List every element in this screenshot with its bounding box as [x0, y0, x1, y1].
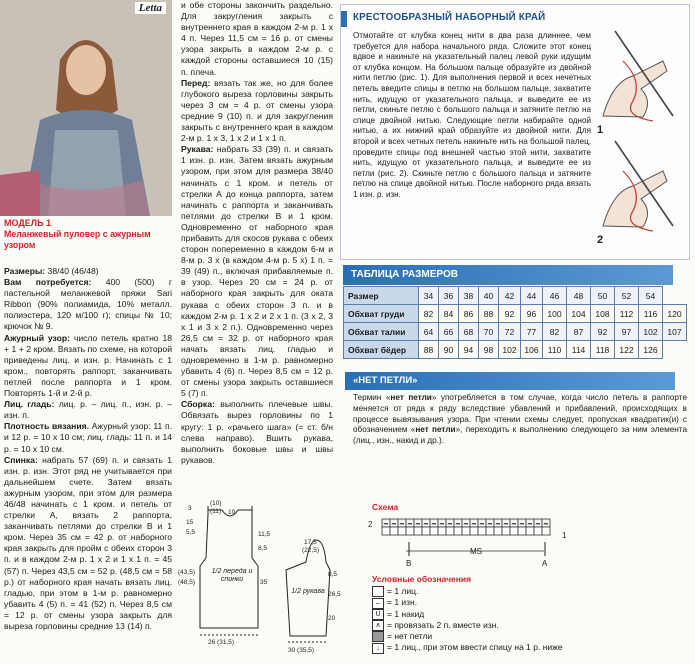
no-loop-title: «НЕТ ПЕТЛИ» — [345, 372, 675, 390]
hand-fig1 — [603, 61, 667, 117]
knit-below-symbol-icon: ↓ — [372, 643, 384, 654]
chart-cell-symbol: – — [408, 521, 412, 528]
dim-neck-depth: 3 — [188, 505, 192, 512]
chart-cell — [462, 527, 470, 535]
size-table-title: ТАБЛИЦА РАЗМЕРОВ — [343, 265, 673, 285]
dim-26-5: 26,5 — [328, 591, 341, 598]
para-lace-pattern: Ажурный узор: число петель кратно 18 + 1 + 2 кром. Вязать по схеме, на которой приведены лиц. и изн. р. Начинать с 1 кром., повторять раппорт, заканчивать петлей после раппорта и 1 кром. Повторять 1-й и 2-й р. — [4, 332, 173, 399]
model-subtitle: Меланжевый пуловер с ажурным узором — [4, 229, 151, 250]
dim-17-5: 17,5 — [304, 539, 317, 546]
chart-cell — [414, 527, 422, 535]
para-stockinette: Лиц. гладь: лиц. р. – лиц. п., изн. р. – изн. п. — [4, 399, 172, 421]
table-row: Обхват груди 82 84 86 88 92 96 100 104 108 112 116 120 — [344, 305, 687, 323]
middle-text-column — [181, 0, 333, 466]
chart-cell — [494, 527, 502, 535]
chart-cell — [406, 527, 414, 535]
legend-item-no-stitch: = нет петли — [372, 631, 622, 642]
arrow-a-label: A — [542, 559, 548, 568]
chart-cell — [534, 527, 542, 535]
no-loop-text: Термин «нет петли» употребляется в том случае, когда число петель в раппорте меняется от ряда к ряду вследствие убавлений и прибавлений, происходящих в процессе вывязывания узора. При чтении схемы следует, пропуская квадратик(и) с обозначением «нет петли», переходить к выполнению следующего за ним элемента (лиц., изн., накид и др.). — [353, 393, 688, 446]
chart-cell — [382, 527, 390, 535]
model-photo-image — [0, 0, 172, 216]
dim-26-31: 26 (31,5) — [208, 639, 235, 646]
dim-neck-w1: (10) — [210, 500, 222, 507]
chart-cell-symbol: – — [448, 521, 452, 528]
caston-illustrations — [593, 21, 685, 253]
chart-cell-symbol: – — [472, 521, 476, 528]
chart-cell-symbol: – — [480, 521, 484, 528]
cross-caston-panel — [340, 4, 690, 260]
chart-cell-symbol: – — [496, 521, 500, 528]
dim-11-5: 11,5 — [258, 531, 271, 538]
legend-title: Условные обозначения — [372, 574, 472, 584]
chart-cell-symbol: – — [440, 521, 444, 528]
chart-cell — [454, 527, 462, 535]
chart-cell — [526, 527, 534, 535]
table-row: Обхват талии 64 66 68 70 72 77 82 87 92 97 102 107 — [344, 323, 687, 341]
scheme-title: Схема — [372, 502, 399, 512]
chart-cell-symbol: – — [432, 521, 436, 528]
table-row: Размер 34 36 38 40 42 44 46 48 50 52 54 — [344, 287, 687, 305]
para-materials: Вам потребуется: 400 (500) г пастельной меланжевой пряжи Sari Ribbon (90% полиамида, 10% металл. полиэстера, 120 м/100 г); спицы № 10; крючок № 9. — [4, 277, 172, 332]
chart-cell-symbol: – — [536, 521, 540, 528]
model-heading — [4, 218, 164, 251]
chart-cell — [438, 527, 446, 535]
dim-neck-w2: (11) — [210, 508, 222, 515]
pattern-diagrams — [178, 500, 343, 664]
model-photo — [0, 0, 172, 216]
knit-symbol-icon — [372, 586, 384, 597]
para-gauge: Плотность вязания. Ажурный узор: 11 п. и 12 р. = 10 х 10 см; лиц. гладь: 11 п. и 14 р. = 10 х 10 см. — [4, 421, 172, 454]
chart-cell-symbol: – — [456, 521, 460, 528]
sleeve-label: 1/2 рукава — [291, 588, 325, 595]
para-back-cont: и обе стороны закончить раздельно. Для закругления закрыть с внутреннего края в каждом 2-м р. 1 х 4 п. Через 11,5 см = 16 р. от смены узора закрыть в каждом 2-м р. с каждой стороны оставшиеся 10 (15) п. плеча. — [181, 0, 333, 77]
chart-cell — [470, 527, 478, 535]
panel-accent-bar — [341, 11, 347, 27]
ms-label: MS — [470, 547, 482, 556]
purl-symbol-icon: – — [372, 598, 384, 609]
dim-sleeve-8-5: 8,5 — [328, 571, 338, 578]
chart-cell — [398, 527, 406, 535]
dim-22-5: (22,5) — [302, 547, 319, 554]
para-sizes: Размеры: 38/40 (46/48) — [4, 266, 99, 276]
knitting-chart — [366, 514, 576, 570]
para-back: Спинка: набрать 57 (69) п. и связать 1 изн. р. изн. Этот ряд не учитывается при дальнейшем счете. Затем вязать ажурным узором, при этом для размера 46/48 начинать с 1 кром. и петель от стрелки А, вязать 2 раппорта, заканчивать петлями до стрелки В и 1 кром. Через 35 см = 42 р. от наборного края закрыть для пройм с обеих сторон 3 п. и в каждом 2-м р. 1 х 2 и 1 х 1 п. = 45 (57) п. Через 43,5 см = 52 р. (48,5 см = 58 р.) от наборного края начать вязать лиц. гладью, при этом в 1-м р. равномерно убавить 4 (5) п. = 41 (52) п. Через 8,5 см = 12 р. от смены узора закрыть для выреза горловины средние 13 (14) п. — [4, 454, 172, 631]
model-title: МОДЕЛЬ 1 — [4, 218, 52, 228]
arrow-b-label: B — [406, 559, 412, 568]
chart-cell — [390, 527, 398, 535]
table-row: Обхват бёдер 88 90 94 98 102 106 110 114 118 122 126 — [344, 341, 687, 359]
dim-30-35: 30 (35,5) — [288, 647, 315, 654]
chart-cell — [510, 527, 518, 535]
legend — [372, 574, 622, 654]
p2tog-symbol-icon: ∧ — [372, 620, 384, 631]
front-back-label: 1/2 переда и спинки — [211, 568, 253, 583]
para-sleeves: Рукава: набрать 33 (39) п. и связать 1 изн. р. изн. Затем вязать ажурным узором, при этом для размера 38/40 начинать с 1 кром. и петель от стрелки А до конца раппорта, затем начинать с раппорта и заканчивать петлями до стрелки В и 1 кром. Одновременно от наборного края прибавить для скосов рукава с обеих сторон попеременно в каждом 6-м и 8-м р. 3 х (в каждом 4-м р. 5 х) 1 п. = 39 (49) п., включая прибавляемые п. в узор. Через 20 см = 24 р. от наборного края закрыть для оката рукава с обеих сторон 3 п. и в каждом 2-м р. 1 х 2 и 2 х 1 п. (3 х 2, 3 х 1 и 3 х 2 п.). Одновременно через 26,5 см = 32 р. от наборного края начать вязать лиц. гладью и одновременно в 1-м р. равномерно убавить 4 (6) п. Через 8,5 см = 12 р. от смены узора закрыть оставшиеся 5 (7) п. — [181, 144, 333, 399]
chart-cell-symbol: – — [528, 521, 532, 528]
chart-cell-symbol: – — [488, 521, 492, 528]
cross-caston-title: КРЕСТООБРАЗНЫЙ НАБОРНЫЙ КРАЙ — [353, 12, 546, 23]
chart-cell-symbol: – — [392, 521, 396, 528]
dim-5-5: 5,5 — [186, 529, 196, 536]
chart-cell — [478, 527, 486, 535]
legend-item-p2tog: ∧ = провязать 2 п. вместе изн. — [372, 620, 622, 631]
chart-cell-symbol: – — [544, 521, 548, 528]
chart-cell — [518, 527, 526, 535]
chart-cell-symbol: – — [400, 521, 404, 528]
size-table-wrap — [343, 286, 688, 359]
fig1-label: 1 — [597, 124, 604, 136]
row-2-label: 2 — [368, 520, 373, 529]
dim-15: 15 — [186, 519, 194, 526]
dim-8-5: 8,5 — [258, 545, 268, 552]
para-assembly: Сборка: выполнить плечевые швы. Обвязать вырез горловины по 1 кругу: 1 р. «рачьего шага» (= ст. б/н слева направо). Вшить рукава, выполнить боковые швы и швы рукавов. — [181, 399, 333, 465]
left-text-column — [4, 266, 172, 632]
yarnover-symbol-icon: U — [372, 609, 384, 620]
fig2-label: 2 — [597, 234, 604, 246]
dim-35: 35 — [260, 579, 268, 586]
chart-cell-symbol: – — [512, 521, 516, 528]
chart-cell — [542, 527, 550, 535]
chart-cell — [486, 527, 494, 535]
dim-20: 20 — [328, 615, 336, 622]
legend-item-k-below: ↓ = 1 лиц., при этом ввести спицу на 1 р. ниже — [372, 642, 622, 653]
chart-cell-symbol: – — [424, 521, 428, 528]
dim-neck-w3: 10 — [228, 509, 236, 516]
dim-48-5: (48,5) — [178, 579, 195, 586]
cross-caston-text: Отмотайте от клубка конец нити в два раза длиннее, чем требуется для набора начального ряда. Сложите этот конец вдвое и накиньте на указательный палец левой руки идущим от клубка концом. На большом пальце образуйте из двойной нити петлю (рис. 1). Для выполнения первой и всех нечетных петель введите спицы в петлю на большом пальце, захватите нить, идущую от указательного пальца, и выведите ее из петли, скиньте петлю с большого пальца и затяните петлю на спице двойной нитью. Следующие петли набирайте одной нитью, а их нижний край образуйте из двойной нити. Для второй и всех четных петель накиньте нить на большой палец, проведите спицы под внешней частью этой нити, захватите нить, идущую от указательного пальца, и выведите ее из петли (рис. 2). Скиньте петлю с большого пальца и затяните петлю на спице двойной нитью. После наборного ряда вязать 1 изн. р. изн. — [353, 31, 591, 199]
no-stitch-symbol-icon — [372, 631, 384, 642]
dim-43-5: (43,5) — [178, 569, 195, 576]
chart-cell — [422, 527, 430, 535]
chart-cell — [502, 527, 510, 535]
row-1-label: 1 — [562, 531, 567, 540]
chart-cell-symbol: – — [504, 521, 508, 528]
para-front: Перед: вязать так же, но для более глубокого выреза горловины закрыть через 3 см = 4 р. от смены узора средние 9 (10) п. и для закругления закрыть с внутреннего края в каждом 2-м р. 1 х 3, 1 х 2 и 1 х 1 п. — [181, 77, 333, 144]
chart-cell-symbol: – — [520, 521, 524, 528]
legend-item-purl: – = 1 изн. — [372, 597, 622, 608]
chart-cell — [446, 527, 454, 535]
hand-fig2 — [603, 171, 667, 227]
size-table — [343, 286, 687, 359]
legend-item-knit: = 1 лиц. — [372, 586, 622, 597]
chart-cell-symbol: – — [384, 521, 388, 528]
chart-cell-symbol: – — [416, 521, 420, 528]
chart-cell — [430, 527, 438, 535]
brand-label: Letta — [135, 2, 166, 14]
legend-item-yarnover: U = 1 накид — [372, 609, 622, 620]
chart-cell-symbol: – — [464, 521, 468, 528]
